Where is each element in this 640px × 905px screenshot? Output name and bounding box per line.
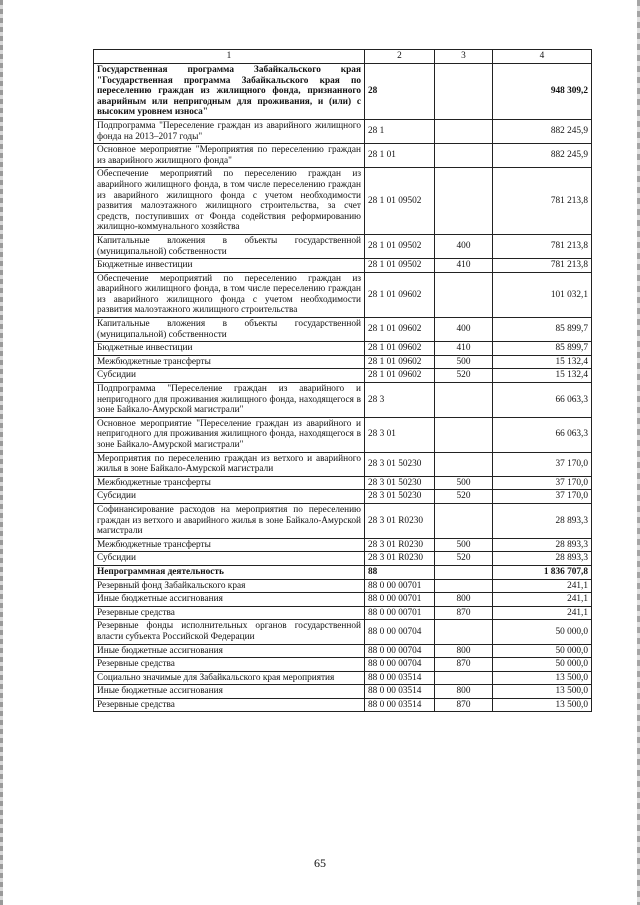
row-expense-type: 800 xyxy=(435,593,493,607)
table-row xyxy=(94,620,592,644)
row-code: 28 1 01 09602 xyxy=(365,355,435,369)
table-row xyxy=(94,593,592,607)
table-row xyxy=(94,342,592,356)
table-row xyxy=(94,417,592,452)
row-expense-type xyxy=(435,119,493,143)
row-amount: 882 245,9 xyxy=(493,119,592,143)
page-number: 65 xyxy=(314,856,326,870)
table-row xyxy=(94,490,592,504)
row-amount: 781 213,8 xyxy=(493,234,592,258)
table-row xyxy=(94,671,592,685)
row-code: 88 0 00 00701 xyxy=(365,606,435,620)
row-code: 28 1 01 09502 xyxy=(365,234,435,258)
table-row xyxy=(94,476,592,490)
row-amount: 85 899,7 xyxy=(493,342,592,356)
row-code: 28 1 xyxy=(365,119,435,143)
row-expense-type: 520 xyxy=(435,552,493,566)
row-expense-type xyxy=(435,620,493,644)
row-amount: 13 500,0 xyxy=(493,685,592,699)
row-amount: 948 309,2 xyxy=(493,64,592,120)
row-code: 28 3 01 R0230 xyxy=(365,552,435,566)
row-name: Субсидии xyxy=(94,369,365,383)
row-amount: 50 000,0 xyxy=(493,620,592,644)
row-amount: 37 170,0 xyxy=(493,490,592,504)
table-row xyxy=(94,552,592,566)
row-amount: 13 500,0 xyxy=(493,698,592,712)
table-row xyxy=(94,119,592,143)
col-4-header: 4 xyxy=(493,50,592,64)
table-row xyxy=(94,644,592,658)
table-row xyxy=(94,259,592,273)
row-code: 88 xyxy=(365,565,435,579)
table-row xyxy=(94,272,592,317)
row-name: Субсидии xyxy=(94,490,365,504)
budget-table xyxy=(93,49,592,712)
row-expense-type: 500 xyxy=(435,355,493,369)
table-row xyxy=(94,685,592,699)
row-amount: 241,1 xyxy=(493,579,592,593)
row-amount: 101 032,1 xyxy=(493,272,592,317)
row-amount: 28 893,3 xyxy=(493,538,592,552)
row-name: Основное мероприятие "Мероприятия по переселению граждан из аварийного жилищного фонда" xyxy=(94,144,365,168)
table-row xyxy=(94,658,592,672)
row-expense-type: 870 xyxy=(435,658,493,672)
row-expense-type: 520 xyxy=(435,369,493,383)
scan-edge-left xyxy=(0,0,3,905)
row-amount: 66 063,3 xyxy=(493,383,592,418)
table-row xyxy=(94,565,592,579)
row-name: Подпрограмма "Переселение граждан из аварийного и непригодного для проживания жилищного фонда, находящегося в зоне Байкало-Амурской магистрали" xyxy=(94,383,365,418)
row-name: Капитальные вложения в объекты государственной (муниципальной) собственности xyxy=(94,318,365,342)
row-expense-type: 500 xyxy=(435,476,493,490)
row-amount: 28 893,3 xyxy=(493,552,592,566)
row-expense-type xyxy=(435,671,493,685)
row-name: Софинансирование расходов на мероприятия по переселению граждан из ветхого и аварийного жилья в зоне Байкало-Амурской магистрали xyxy=(94,503,365,538)
row-amount: 241,1 xyxy=(493,606,592,620)
row-amount: 13 500,0 xyxy=(493,671,592,685)
row-code: 28 3 01 50230 xyxy=(365,490,435,504)
column-number-row xyxy=(94,50,592,64)
row-amount: 85 899,7 xyxy=(493,318,592,342)
table-row xyxy=(94,503,592,538)
table-row xyxy=(94,606,592,620)
row-code: 28 3 01 xyxy=(365,417,435,452)
row-code: 28 3 01 50230 xyxy=(365,452,435,476)
row-amount: 781 213,8 xyxy=(493,259,592,273)
row-amount: 241,1 xyxy=(493,593,592,607)
row-name: Бюджетные инвестиции xyxy=(94,342,365,356)
row-code: 88 0 00 03514 xyxy=(365,685,435,699)
row-expense-type: 400 xyxy=(435,234,493,258)
row-expense-type xyxy=(435,565,493,579)
row-name: Основное мероприятие "Переселение граждан из аварийного и непригодного для проживания жилищного фонда, находящегося в зоне Байкало-Амурской магистрали" xyxy=(94,417,365,452)
row-expense-type: 870 xyxy=(435,698,493,712)
row-code: 28 xyxy=(365,64,435,120)
row-name: Мероприятия по переселению граждан из ветхого и аварийного жилья в зоне Байкало-Амурской магистрали xyxy=(94,452,365,476)
table-row xyxy=(94,383,592,418)
row-amount: 882 245,9 xyxy=(493,144,592,168)
row-name: Субсидии xyxy=(94,552,365,566)
row-amount: 28 893,3 xyxy=(493,503,592,538)
row-name: Резервные средства xyxy=(94,658,365,672)
col-1-header: 1 xyxy=(94,50,365,64)
table-row xyxy=(94,318,592,342)
row-expense-type: 800 xyxy=(435,685,493,699)
row-amount: 15 132,4 xyxy=(493,355,592,369)
row-name: Обеспечение мероприятий по переселению граждан из аварийного жилищного фонда, в том числе переселению граждан из аварийного жилищного фонда с учетом необходимости развития малоэтажного жилищного строительства xyxy=(94,272,365,317)
row-amount: 50 000,0 xyxy=(493,658,592,672)
row-expense-type xyxy=(435,503,493,538)
row-expense-type: 400 xyxy=(435,318,493,342)
row-code: 28 3 01 50230 xyxy=(365,476,435,490)
row-code: 28 1 01 09502 xyxy=(365,259,435,273)
table-row xyxy=(94,144,592,168)
table-row xyxy=(94,698,592,712)
row-expense-type: 410 xyxy=(435,342,493,356)
row-name: Резервные фонды исполнительных органов государственной власти субъекта Российской Федерации xyxy=(94,620,365,644)
row-code: 28 1 01 09502 xyxy=(365,168,435,235)
row-name: Бюджетные инвестиции xyxy=(94,259,365,273)
row-name: Иные бюджетные ассигнования xyxy=(94,593,365,607)
table-row xyxy=(94,579,592,593)
row-amount: 781 213,8 xyxy=(493,168,592,235)
row-name: Подпрограмма "Переселение граждан из аварийного жилищного фонда на 2013–2017 годы" xyxy=(94,119,365,143)
row-expense-type xyxy=(435,64,493,120)
row-expense-type: 870 xyxy=(435,606,493,620)
row-code: 28 1 01 09602 xyxy=(365,318,435,342)
row-code: 28 3 01 R0230 xyxy=(365,538,435,552)
row-code: 28 3 01 R0230 xyxy=(365,503,435,538)
col-2-header: 2 xyxy=(365,50,435,64)
row-expense-type: 800 xyxy=(435,644,493,658)
table-row xyxy=(94,452,592,476)
row-amount: 37 170,0 xyxy=(493,452,592,476)
row-name: Иные бюджетные ассигнования xyxy=(94,685,365,699)
table-row xyxy=(94,234,592,258)
row-name: Иные бюджетные ассигнования xyxy=(94,644,365,658)
row-name: Резервный фонд Забайкальского края xyxy=(94,579,365,593)
row-code: 88 0 00 03514 xyxy=(365,698,435,712)
row-name: Обеспечение мероприятий по переселению граждан из аварийного жилищного фонда, в том числе переселению граждан из аварийного жилищного фонда с учетом необходимости развития малоэтажного жилищного строительства, за счет средств, поступивших от Фонда содействия реформированию жилищно-коммунального хозяйства xyxy=(94,168,365,235)
row-amount: 37 170,0 xyxy=(493,476,592,490)
table-row xyxy=(94,538,592,552)
row-expense-type xyxy=(435,452,493,476)
row-code: 88 0 00 00704 xyxy=(365,644,435,658)
col-3-header: 3 xyxy=(435,50,493,64)
row-code: 28 1 01 09602 xyxy=(365,272,435,317)
row-code: 88 0 00 00701 xyxy=(365,579,435,593)
row-code: 88 0 00 00704 xyxy=(365,620,435,644)
row-expense-type: 500 xyxy=(435,538,493,552)
row-code: 28 1 01 09602 xyxy=(365,369,435,383)
row-name: Резервные средства xyxy=(94,698,365,712)
row-expense-type xyxy=(435,144,493,168)
row-code: 88 0 00 03514 xyxy=(365,671,435,685)
row-name: Межбюджетные трансферты xyxy=(94,355,365,369)
row-name: Социально значимые для Забайкальского края мероприятия xyxy=(94,671,365,685)
row-code: 28 3 xyxy=(365,383,435,418)
row-name: Межбюджетные трансферты xyxy=(94,538,365,552)
row-code: 28 1 01 xyxy=(365,144,435,168)
row-code: 88 0 00 00704 xyxy=(365,658,435,672)
row-expense-type xyxy=(435,383,493,418)
row-name: Межбюджетные трансферты xyxy=(94,476,365,490)
row-code: 28 1 01 09602 xyxy=(365,342,435,356)
row-expense-type xyxy=(435,417,493,452)
row-expense-type xyxy=(435,168,493,235)
row-amount: 15 132,4 xyxy=(493,369,592,383)
row-name: Резервные средства xyxy=(94,606,365,620)
row-amount: 66 063,3 xyxy=(493,417,592,452)
row-code: 88 0 00 00701 xyxy=(365,593,435,607)
row-expense-type: 520 xyxy=(435,490,493,504)
table-row xyxy=(94,64,592,120)
row-expense-type xyxy=(435,272,493,317)
table-row xyxy=(94,168,592,235)
row-expense-type xyxy=(435,579,493,593)
row-expense-type: 410 xyxy=(435,259,493,273)
row-name: Непрограммная деятельность xyxy=(94,565,365,579)
row-name: Государственная программа Забайкальского края "Государственная программа Забайкальского края по переселению граждан из жилищного фонда, признанного аварийным или непригодным для проживания, и (или) с высоким уровнем износа" xyxy=(94,64,365,120)
row-amount: 50 000,0 xyxy=(493,644,592,658)
table-row xyxy=(94,355,592,369)
row-name: Капитальные вложения в объекты государственной (муниципальной) собственности xyxy=(94,234,365,258)
table-row xyxy=(94,369,592,383)
row-amount: 1 836 707,8 xyxy=(493,565,592,579)
